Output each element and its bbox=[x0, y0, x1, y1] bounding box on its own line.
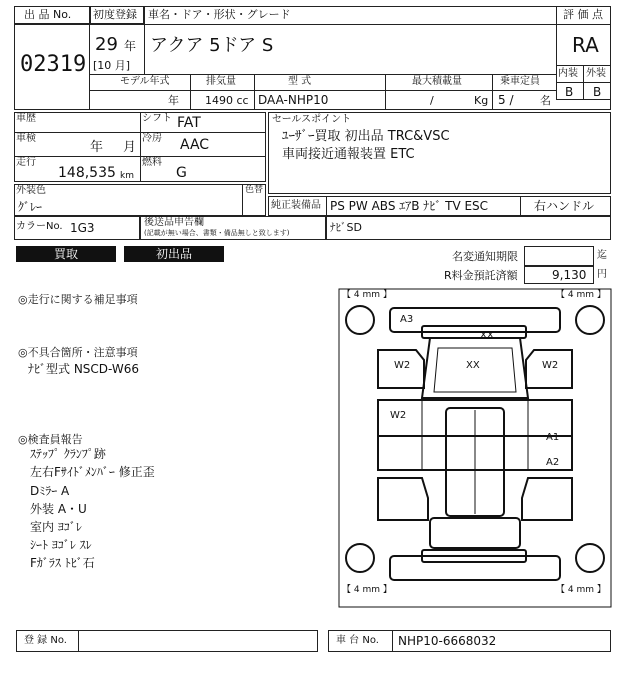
rating-exterior-label: 外装 bbox=[586, 68, 606, 79]
color-no-label: カラーNo. bbox=[16, 221, 63, 232]
car-name: アクア 5ドア S bbox=[150, 35, 274, 56]
divider bbox=[14, 132, 266, 133]
rating-overall: RA bbox=[572, 33, 599, 57]
max-load-label: 最大積載量 bbox=[412, 76, 462, 87]
history-label: 車歴 bbox=[16, 113, 36, 124]
recycle-value: 9,130 bbox=[552, 268, 587, 282]
car-diagram-svg bbox=[338, 288, 612, 608]
divider bbox=[144, 6, 145, 74]
inspector-item: ｼｰﾄ ﾖｺﾞﾚ ｽﾚ bbox=[30, 538, 92, 552]
inspector-item: 左右Fｻｲﾄﾞﾒﾝﾊﾞｰ 修正歪 bbox=[30, 465, 155, 479]
model-year-unit: 年 bbox=[168, 94, 179, 107]
defect-item: ﾅﾋﾞ型式 NSCD-W66 bbox=[28, 362, 140, 376]
divider bbox=[242, 184, 243, 216]
handle-value: 右ハンドル bbox=[534, 199, 595, 213]
title-change-box bbox=[524, 246, 594, 266]
mileage-value: 148,535 bbox=[58, 165, 116, 181]
first-reg-year-unit: 年 bbox=[124, 39, 137, 53]
shift-value: FAT bbox=[177, 115, 201, 131]
capacity-unit: 名 bbox=[540, 94, 551, 107]
driving-notes-label: ◎走行に関する補足事項 bbox=[18, 293, 138, 306]
aftermarket-label: 後送品申告欄 bbox=[144, 217, 204, 228]
model-year-label: モデル年式 bbox=[120, 76, 170, 87]
inspection-month-unit: 月 bbox=[123, 140, 137, 155]
inspection-label: 車検 bbox=[16, 133, 36, 144]
divider bbox=[556, 82, 611, 83]
capacity-label: 乗車定員 bbox=[500, 76, 540, 87]
divider bbox=[14, 156, 266, 157]
mileage-label: 走行 bbox=[16, 157, 36, 168]
tire-depth-front-right: 【 4 mm 】 bbox=[556, 585, 606, 595]
fuel-label: 燃料 bbox=[142, 157, 162, 168]
damage-mark: W2 bbox=[542, 360, 559, 371]
rating-interior-label: 内装 bbox=[558, 68, 578, 79]
sales-point-label: セールスポイント bbox=[272, 114, 352, 125]
divider bbox=[385, 74, 386, 110]
first-listing-button: 初出品 bbox=[124, 246, 224, 262]
max-load-value: / bbox=[430, 94, 434, 107]
chassis-no-value: NHP10-6668032 bbox=[398, 634, 497, 648]
rating-exterior: B bbox=[593, 85, 602, 99]
title-change-suffix: 迄 bbox=[597, 250, 607, 261]
type-label: 型 式 bbox=[288, 76, 312, 87]
divider bbox=[392, 630, 393, 652]
divider bbox=[254, 74, 255, 110]
damage-mark: XX bbox=[480, 330, 494, 341]
equipment-label: 純正装備品 bbox=[271, 200, 321, 211]
first-reg-year: 29 bbox=[95, 34, 118, 55]
displacement-label: 排気量 bbox=[206, 76, 236, 87]
recycle-label: R料金預託済額 bbox=[444, 269, 518, 282]
inspector-item: Fｶﾞﾗｽ ﾄﾋﾞ石 bbox=[30, 556, 95, 570]
divider bbox=[90, 74, 556, 75]
first-reg-label: 初度登録 bbox=[93, 8, 137, 21]
damage-mark: W2 bbox=[390, 410, 407, 421]
type-value: DAA-NHP10 bbox=[258, 93, 329, 107]
aftermarket-value: ﾅﾋﾞSD bbox=[330, 221, 362, 234]
recycle-suffix: 円 bbox=[597, 269, 607, 280]
exterior-color-box bbox=[14, 184, 266, 216]
damage-mark: A3 bbox=[400, 314, 414, 325]
divider bbox=[556, 24, 611, 25]
tire-depth-rear-right: 【 4 mm 】 bbox=[556, 290, 606, 300]
divider bbox=[492, 74, 493, 110]
defects-label: ◎不具合箇所・注意事項 bbox=[18, 346, 138, 359]
divider bbox=[90, 90, 556, 91]
first-reg-month: [10 月] bbox=[93, 59, 131, 72]
damage-mark: A2 bbox=[546, 457, 560, 468]
tire-depth-front-left: 【 4 mm 】 bbox=[342, 585, 392, 595]
color-no-value: 1G3 bbox=[70, 221, 95, 235]
lot-label: 出 品 No. bbox=[24, 8, 72, 21]
mileage-unit: km bbox=[120, 171, 134, 181]
fuel-value: G bbox=[176, 165, 187, 181]
damage-mark: XX bbox=[466, 360, 480, 371]
chassis-no-label: 車 台 No. bbox=[336, 635, 379, 646]
divider bbox=[190, 74, 191, 110]
capacity-value: 5 / bbox=[498, 93, 514, 107]
aftermarket-note: (記載が無い場合、書類・備品無しと致します) bbox=[144, 229, 290, 237]
inspector-item: ｽﾃｯﾌﾟ ｸﾗﾝﾌﾟ跡 bbox=[30, 447, 106, 461]
inspector-label: ◎検査員報告 bbox=[18, 433, 83, 446]
title-change-label: 名変通知期限 bbox=[452, 250, 518, 263]
car-damage-diagram bbox=[338, 288, 612, 608]
divider bbox=[520, 196, 521, 216]
divider bbox=[140, 112, 141, 182]
lot-number: 02319 bbox=[20, 52, 87, 77]
max-load-unit: Kg bbox=[474, 94, 489, 107]
damage-mark: W2 bbox=[394, 360, 411, 371]
inspector-item: 外装 A・U bbox=[30, 502, 87, 516]
equipment-value: PS PW ABS ｴｱB ﾅﾋﾞ TV ESC bbox=[330, 199, 489, 213]
displacement-value: 1490 cc bbox=[205, 94, 249, 107]
sales-point-line2: 車両接近通報装置 ETC bbox=[282, 147, 415, 162]
aircon-label: 冷房 bbox=[142, 133, 162, 144]
exterior-color-label: 外装色 bbox=[16, 185, 46, 196]
divider bbox=[78, 630, 79, 652]
damage-mark: A1 bbox=[546, 432, 560, 443]
divider bbox=[90, 24, 556, 25]
tire-depth-rear-left: 【 4 mm 】 bbox=[342, 290, 392, 300]
purchase-button: 買取 bbox=[16, 246, 116, 262]
inspector-item: Dﾐﾗｰ A bbox=[30, 484, 70, 498]
exterior-color-value: ｸﾞﾚｰ bbox=[18, 200, 43, 214]
shift-label: シフト bbox=[142, 113, 172, 124]
rating-label: 評 価 点 bbox=[563, 8, 603, 21]
aircon-value: AAC bbox=[180, 137, 210, 153]
inspection-year-unit: 年 bbox=[90, 140, 104, 155]
repaint-label: 色替 bbox=[245, 185, 264, 195]
car-name-label: 車名・ドア・形状・グレード bbox=[148, 8, 291, 21]
inspector-item: 室内 ﾖｺﾞﾚ bbox=[30, 520, 82, 534]
rating-interior: B bbox=[565, 85, 574, 99]
sales-point-line1: ﾕｰｻﾞｰ買取 初出品 TRC&VSC bbox=[282, 129, 450, 144]
reg-no-label: 登 録 No. bbox=[24, 635, 67, 646]
aftermarket-value-box bbox=[326, 216, 611, 240]
